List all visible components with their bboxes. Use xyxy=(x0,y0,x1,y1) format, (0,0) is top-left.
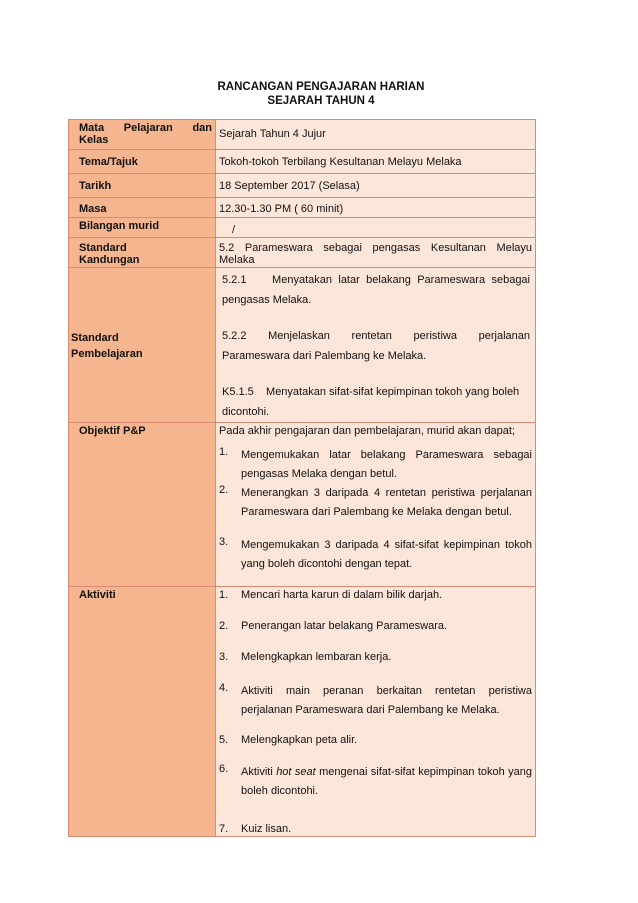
sp-item xyxy=(222,366,530,422)
label-line: Standard xyxy=(71,332,119,344)
value-text: Tokoh-tokoh Terbilang Kesultanan Melayu Melaka xyxy=(219,156,462,168)
aktiviti-item xyxy=(219,763,532,801)
item-line: Penerangan latar belakang Parameswara. xyxy=(241,620,448,632)
aktiviti-item xyxy=(219,682,532,720)
value-objektif xyxy=(216,423,536,587)
sp-line: 5.2.1 Menyatakan latar belakang Parameswara sebagai xyxy=(222,274,530,286)
row-aktiviti xyxy=(69,587,536,837)
value-mata-pelajaran xyxy=(216,120,536,150)
label-tema xyxy=(69,150,216,174)
objektif-item xyxy=(219,446,532,484)
sp-item xyxy=(222,310,530,366)
row-masa xyxy=(69,198,536,218)
label-text: Tema/Tajuk xyxy=(79,156,138,168)
value-text: 12.30-1.30 PM ( 60 minit) xyxy=(219,203,344,215)
item-line: yang boleh dicontohi dengan tepat. xyxy=(241,558,413,570)
row-bilangan xyxy=(69,218,536,238)
value-tarikh xyxy=(216,174,536,198)
item-line: Kuiz lisan. xyxy=(241,823,292,835)
aktiviti-item xyxy=(219,823,532,836)
item-line: Menerangkan 3 daripada 4 rentetan peristiwa perjalanan xyxy=(241,487,532,499)
aktiviti-item xyxy=(219,651,532,664)
item-number: 7. xyxy=(219,823,229,835)
item-line: Melengkapkan lembaran kerja. xyxy=(241,651,392,663)
item-emphasis: hot seat xyxy=(276,766,316,778)
label-objektif xyxy=(69,423,216,587)
value-bilangan xyxy=(216,218,536,238)
label-line: Standard xyxy=(79,242,127,254)
item-line: Parameswara dari Palembang ke Melaka dengan betul. xyxy=(241,506,512,518)
item-number: 1. xyxy=(219,446,229,458)
label-tarikh xyxy=(69,174,216,198)
value-text: / xyxy=(232,224,236,236)
label-line: Kandungan xyxy=(79,254,140,266)
row-objektif xyxy=(69,423,536,587)
row-tema xyxy=(69,150,536,174)
value-tema xyxy=(216,150,536,174)
sp-line: K5.1.5 Menyatakan sifat-sifat kepimpinan tokoh yang boleh xyxy=(222,386,520,398)
item-text: mengenai sifat-sifat kepimpinan tokoh yang xyxy=(315,766,533,778)
item-number: 2. xyxy=(219,620,229,632)
value-text: 18 September 2017 (Selasa) xyxy=(219,180,360,192)
row-tarikh xyxy=(69,174,536,198)
page-subtitle: SEJARAH TAHUN 4 xyxy=(267,95,375,107)
item-number: 6. xyxy=(219,763,229,775)
label-masa xyxy=(69,198,216,218)
sp-line: Parameswara dari Palembang ke Melaka. xyxy=(222,350,427,362)
value-line: 5.2 Parameswara sebagai pengasas Kesultanan Melayu xyxy=(219,242,532,254)
label-line: Pembelajaran xyxy=(71,348,143,360)
item-line: perjalanan Parameswara dari Palembang ke Melaka. xyxy=(241,704,500,716)
label-aktiviti xyxy=(69,587,216,837)
item-number: 1. xyxy=(219,589,229,601)
item-line xyxy=(241,763,532,782)
aktiviti-item xyxy=(219,734,532,747)
label-standard-pembelajaran xyxy=(69,268,216,423)
item-line: Mencari harta karun di dalam bilik darjah. xyxy=(241,589,443,601)
objektif-item xyxy=(219,536,532,574)
label-standard-kandungan xyxy=(69,238,216,268)
label-text: Masa xyxy=(79,203,107,215)
label-mata-pelajaran xyxy=(69,120,216,150)
value-text: Sejarah Tahun 4 Jujur xyxy=(219,128,326,140)
item-line: Aktiviti main peranan berkaitan rentetan peristiwa xyxy=(241,685,532,697)
item-line: Mengemukakan latar belakang Parameswara sebagai xyxy=(241,449,532,461)
aktiviti-item xyxy=(219,620,532,633)
sp-item xyxy=(222,270,530,310)
value-standard-kandungan xyxy=(216,238,536,268)
item-line: boleh dicontohi. xyxy=(241,785,319,797)
aktiviti-item xyxy=(219,589,532,602)
item-number: 3. xyxy=(219,651,229,663)
item-text: Aktiviti xyxy=(241,766,277,778)
label-bilangan xyxy=(69,218,216,238)
label-line: Mata Pelajaran dan xyxy=(79,122,212,134)
label-text: Objektif P&P xyxy=(79,425,146,437)
page-title: RANCANGAN PENGAJARAN HARIAN xyxy=(217,81,425,93)
value-masa xyxy=(216,198,536,218)
label-text: Tarikh xyxy=(79,180,112,192)
sp-line: 5.2.2 Menjelaskan rentetan peristiwa perjalanan xyxy=(222,330,530,342)
item-number: 5. xyxy=(219,734,229,746)
label-text: Aktiviti xyxy=(79,589,116,601)
item-number: 4. xyxy=(219,682,229,694)
item-line: Mengemukakan 3 daripada 4 sifat-sifat kepimpinan tokoh xyxy=(241,539,532,551)
lesson-plan-table xyxy=(68,119,536,837)
item-line: Melengkapkan peta alir. xyxy=(241,734,358,746)
row-mata-pelajaran xyxy=(69,120,536,150)
sp-line: pengasas Melaka. xyxy=(222,294,312,306)
value-standard-pembelajaran xyxy=(216,268,536,423)
row-standard-kandungan xyxy=(69,238,536,268)
value-line: Melaka xyxy=(219,254,255,266)
label-line: Kelas xyxy=(79,134,109,146)
item-number: 3. xyxy=(219,536,229,548)
value-aktiviti xyxy=(216,587,536,837)
objektif-intro: Pada akhir pengajaran dan pembelajaran, murid akan dapat; xyxy=(219,425,515,437)
sp-line: dicontohi. xyxy=(222,406,270,418)
objektif-item xyxy=(219,484,532,522)
item-line: pengasas Melaka dengan betul. xyxy=(241,468,397,480)
row-standard-pembelajaran xyxy=(69,268,536,423)
item-number: 2. xyxy=(219,484,229,496)
label-text: Bilangan murid xyxy=(79,220,160,232)
